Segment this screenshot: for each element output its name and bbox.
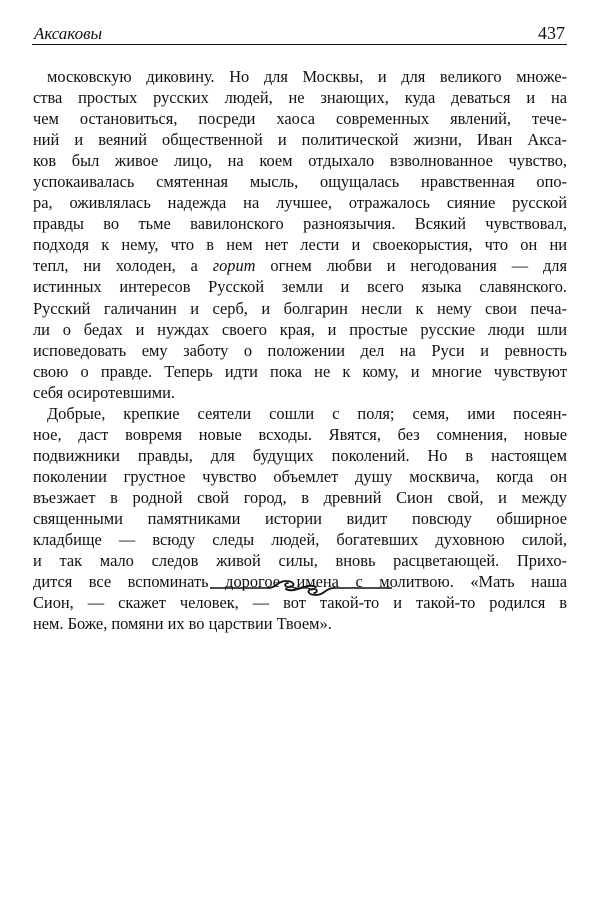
text-run: огнем любви и негодования — для [255, 256, 567, 276]
text-line: правды во тьме вавилонского разноязычия. Всякий чувствовал, [33, 214, 567, 234]
text-line: въезжает в родной свой город, в древний Сион свой, и между [33, 487, 567, 507]
text-line [33, 255, 567, 276]
text-line: нем. Боже, помяни их во царствии Твоем». [33, 614, 332, 634]
text-line: исповедовать ему заботу о положении дел на Руси и ревность [33, 340, 567, 360]
emphasis: горит [212, 256, 256, 276]
text-line: поколении грустное чувство объемлет душу москвича, когда он [33, 466, 567, 486]
running-title: Аксаковы [34, 24, 102, 43]
text-line: ков был живое лицо, на коем отдыхало взволнованное чувство, [33, 151, 567, 171]
text-line: священными памятниками истории видит повсюду обширное [33, 508, 567, 528]
body-text [33, 66, 567, 634]
text-line: кладбище — всюду следы людей, богатевших духовною силой, [33, 530, 567, 550]
text-run: тепл, ни холоден, а [33, 256, 213, 276]
flourish-divider-icon [210, 577, 392, 599]
page-number: 437 [538, 23, 565, 43]
text-line: Русский галичанин и серб, и болгарин несли к нему свои печа- [33, 298, 567, 318]
text-line: ний и веяний общественной и политической жизни, Иван Акса- [33, 130, 567, 150]
text-line: ное, даст вовремя новые всходы. Явятся, без сомнения, новые [33, 424, 567, 444]
text-line: дится все вспоминать дорогое имена с молитвою. «Мать наша [33, 572, 567, 592]
text-line: чем остановиться, посреди хаоса современных явлений, тече- [33, 109, 567, 129]
text-line: подвижники правды, для будущих поколений. Но в настоящем [33, 445, 567, 465]
text-line: успокаивалась смятенная мысль, ощущалась нравственная опо- [33, 172, 567, 192]
text-line: Сион, — скажет человек, — вот такой-то и такой-то родился в [33, 593, 567, 613]
text-line: и так мало следов живой силы, вновь расцветающей. Прихо- [33, 551, 567, 571]
paragraph [33, 66, 567, 403]
text-line: московскую диковину. Но для Москвы, и для великого множе- [47, 67, 567, 86]
running-head [32, 22, 567, 45]
text-line: себя осиротевшими. [33, 382, 175, 402]
text-line: свою о правде. Теперь идти пока не к кому, и многие чувствуют [33, 361, 567, 381]
text-line: ли о бедах и нуждах своего края, и простые русские люди шли [33, 319, 567, 339]
text-line: подходя к нему, что в нем нет лести и своекорыстия, что он ни [33, 235, 567, 255]
text-line: ства простых русских людей, не знающих, куда деваться и на [33, 88, 567, 108]
paragraph [33, 403, 567, 635]
text-line: истинных интересов Русской земли и всего языка славянского. [33, 277, 567, 297]
text-line: ра, оживлялась надежда на лучшее, отражалось сияние русской [33, 193, 567, 213]
text-line: Добрые, крепкие сеятели сошли с поля; семя, ими посеян- [47, 403, 567, 423]
